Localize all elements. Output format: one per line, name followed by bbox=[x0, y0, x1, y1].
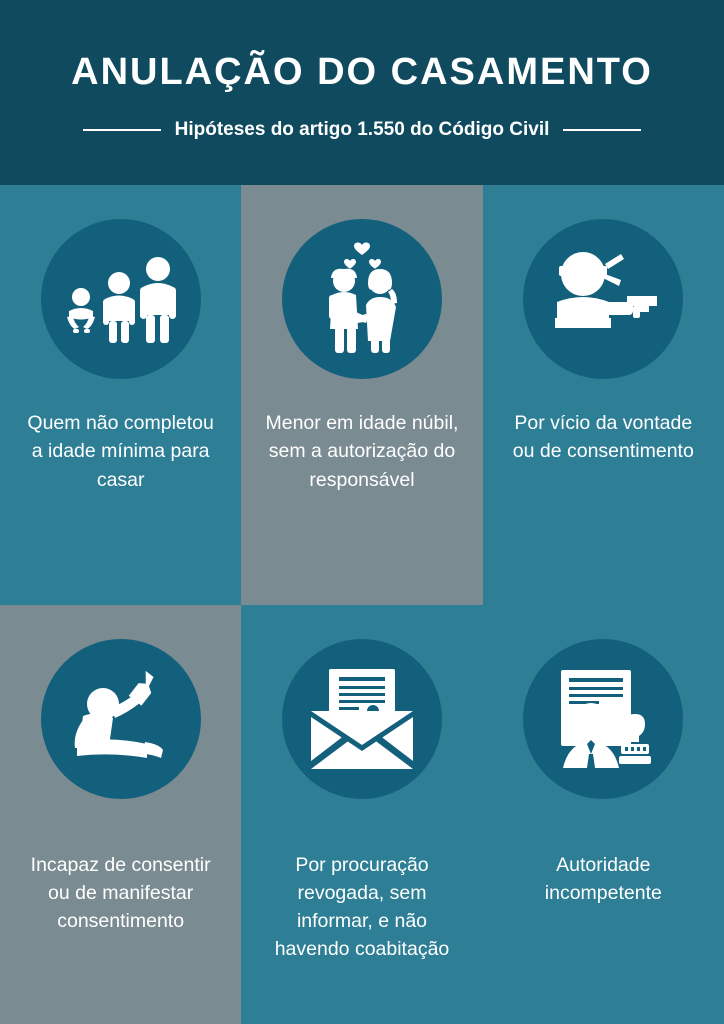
person-drinking-bottle-icon bbox=[41, 639, 201, 799]
cell-label-1: Quem não completou a idade mínima para casar bbox=[27, 412, 214, 491]
cell-label-3: Por vício da vontade ou de consentimento bbox=[512, 412, 694, 463]
cell-label-2: Menor em idade núbil, sem a autorização do responsável bbox=[265, 412, 459, 491]
family-group-icon bbox=[41, 219, 201, 379]
divider-left bbox=[83, 129, 161, 131]
divider-right bbox=[563, 129, 641, 131]
cell-label-4: Incapaz de consentir ou de manifestar consentimento bbox=[30, 853, 211, 933]
grid-cell-6 bbox=[483, 605, 724, 1024]
official-document-stamp-icon bbox=[523, 639, 683, 799]
envelope-document-seal-icon bbox=[282, 639, 442, 799]
grid-cell-2 bbox=[241, 185, 482, 605]
grid-cell-5 bbox=[241, 605, 482, 1024]
cell-label-6: Autoridade incompetente bbox=[544, 853, 662, 904]
grid-cell-3 bbox=[483, 185, 724, 605]
page-subtitle: Hipóteses do artigo 1.550 do Código Civil bbox=[174, 119, 550, 141]
grid-cell-1 bbox=[0, 185, 241, 605]
grid-cell-4 bbox=[0, 605, 241, 1024]
page-title: ANULAÇÃO DO CASAMENTO bbox=[71, 50, 653, 93]
subtitle-row bbox=[0, 119, 724, 141]
hypotheses-grid bbox=[0, 185, 724, 1024]
young-couple-hearts-icon bbox=[282, 219, 442, 379]
blindfolded-person-gun-icon bbox=[523, 219, 683, 379]
poster-header bbox=[0, 0, 724, 185]
cell-label-5: Por procuração revogada, sem informar, e não havendo coabitação bbox=[274, 853, 450, 961]
